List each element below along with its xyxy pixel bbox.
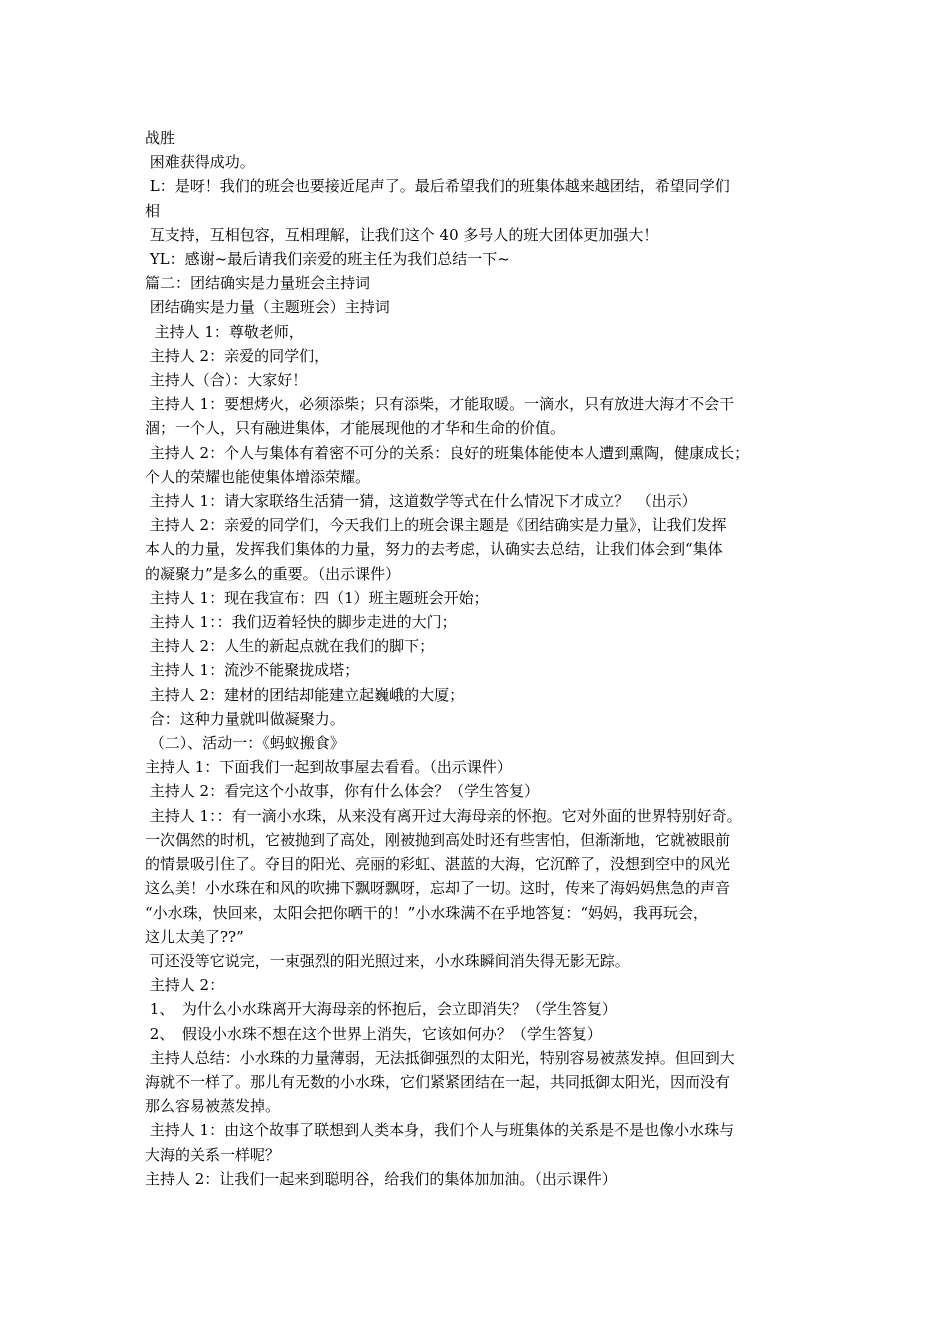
- text-line: 那么容易被蒸发掉。: [145, 1097, 281, 1116]
- text-line: 主持人 1：现在我宣布：四（1）班主题班会开始；: [145, 588, 489, 607]
- text-line: 主持人（合）：大家好！: [145, 371, 308, 390]
- text-line: 主持人 2：让我们一起来到聪明谷，给我们的集体加加油。（出示课件）: [145, 1169, 617, 1188]
- text-line: YL：感谢~最后请我们亲爱的班主任为我们总结一下~: [145, 250, 510, 269]
- text-line: 主持人总结：小水珠的力量薄弱，无法抵御强烈的太阳光，特别容易被蒸发掉。但回到大: [145, 1048, 735, 1067]
- text-line: 主持人 2：: [145, 976, 225, 995]
- text-line: 主持人 1：流沙不能聚拢成塔；: [145, 661, 360, 680]
- text-line: 主持人 2：建材的团结却能建立起巍峨的大厦；: [145, 685, 465, 704]
- text-line: 主持人 2：看完这个小故事，你有什么体会？（学生答复）: [145, 782, 540, 801]
- text-line: 涸；一个人，只有融进集体，才能展现他的才华和生命的价值。: [145, 419, 566, 438]
- text-line: 这么美！小水珠在和风的吹拂下飘呀飘呀，忘却了一切。这时，传来了海妈妈焦急的声音: [145, 879, 731, 898]
- text-line: 主持人 2：亲爱的同学们，今天我们上的班会课主题是《团结确实是力量》，让我们发挥: [145, 516, 727, 535]
- text-line: 主持人 2：亲爱的同学们，: [145, 346, 330, 365]
- text-line: 相: [145, 201, 161, 220]
- text-line: 战胜: [145, 129, 176, 147]
- list-item: 1、 为什么小水珠离开大海母亲的怀抱后，会立即消失？（学生答复）: [145, 1000, 617, 1019]
- text-line: 的凝聚力”是多么的重要。（出示课件）: [145, 564, 401, 583]
- text-line: 主持人 1：要想烤火，必须添柴；只有添柴，才能取暖。一滴水，只有放进大海才不会干: [145, 395, 735, 414]
- text-line: 主持人 2：人生的新起点就在我们的脚下；: [145, 637, 435, 656]
- text-line: “小水珠，快回来，太阳会把你晒干的！”小水珠满不在乎地答复：“妈妈，我再玩会，: [145, 903, 709, 922]
- text-line: 这儿太美了??”: [145, 927, 244, 946]
- text-line: 可还没等它说完，一束强烈的阳光照过来，小水珠瞬间消失得无影无踪。: [145, 951, 630, 970]
- section-subtitle: 团结确实是力量（主题班会）主持词: [145, 298, 390, 317]
- text-line: 个人的荣耀也能使集体增添荣耀。: [145, 467, 371, 486]
- text-line: 主持人 1：请大家联络生活猜一猜，这道数学等式在什么情况下才成立？ （出示）: [145, 492, 697, 511]
- text-line: 海就不一样了。那儿有无数的小水珠，它们紧紧团结在一起，共同抵御太阳光，因而没有: [145, 1072, 731, 1091]
- activity-heading: （二）、活动一：《蚂蚁搬食》: [145, 734, 345, 753]
- text-line: 互支持，互相包容，互相理解，让我们这个 40 多号人的班大团体更加强大！: [145, 225, 659, 244]
- text-line: 主持人 1：尊敬老师，: [145, 322, 304, 341]
- text-line: 主持人 1：：我们迈着轻快的脚步走进的大门；: [145, 613, 457, 632]
- text-line: 主持人 1：下面我们一起到故事屋去看看。（出示课件）: [145, 758, 512, 777]
- text-line: L：是呀！我们的班会也要接近尾声了。最后希望我们的班集体越来越团结，希望同学们: [145, 177, 730, 196]
- text-line: 大海的关系一样呢？: [145, 1145, 281, 1164]
- text-line: 一次偶然的时机，它被抛到了高处，刚被抛到高处时还有些害怕，但渐渐地，它就被眼前: [145, 830, 731, 849]
- list-item: 2、 假设小水珠不想在这个世界上消失，它该如何办？（学生答复）: [145, 1024, 602, 1043]
- text-line: 合：这种力量就叫做凝聚力。: [145, 709, 345, 728]
- document-body: [145, 126, 825, 1191]
- text-line: 本人的力量，发挥我们集体的力量，努力的去考虑，认确实去总结，让我们体会到“集体: [145, 540, 723, 559]
- section-heading: 篇二：团结确实是力量班会主持词: [145, 274, 371, 293]
- text-line: 主持人 2：个人与集体有着密不可分的关系：良好的班集体能使本人遭到熏陶，健康成长；: [145, 443, 750, 462]
- text-line: 主持人 1：：有一滴小水珠，从来没有离开过大海母亲的怀抱。它对外面的世界特别好奇。: [145, 806, 742, 825]
- text-line: 的情景吸引住了。夺目的阳光、亮丽的彩虹、湛蓝的大海，它沉醉了，没想到空中的风光: [145, 855, 731, 874]
- text-line: 困难获得成功。: [145, 153, 255, 172]
- text-line: 主持人 1：由这个故事了联想到人类本身，我们个人与班集体的关系是不是也像小水珠与: [145, 1121, 735, 1140]
